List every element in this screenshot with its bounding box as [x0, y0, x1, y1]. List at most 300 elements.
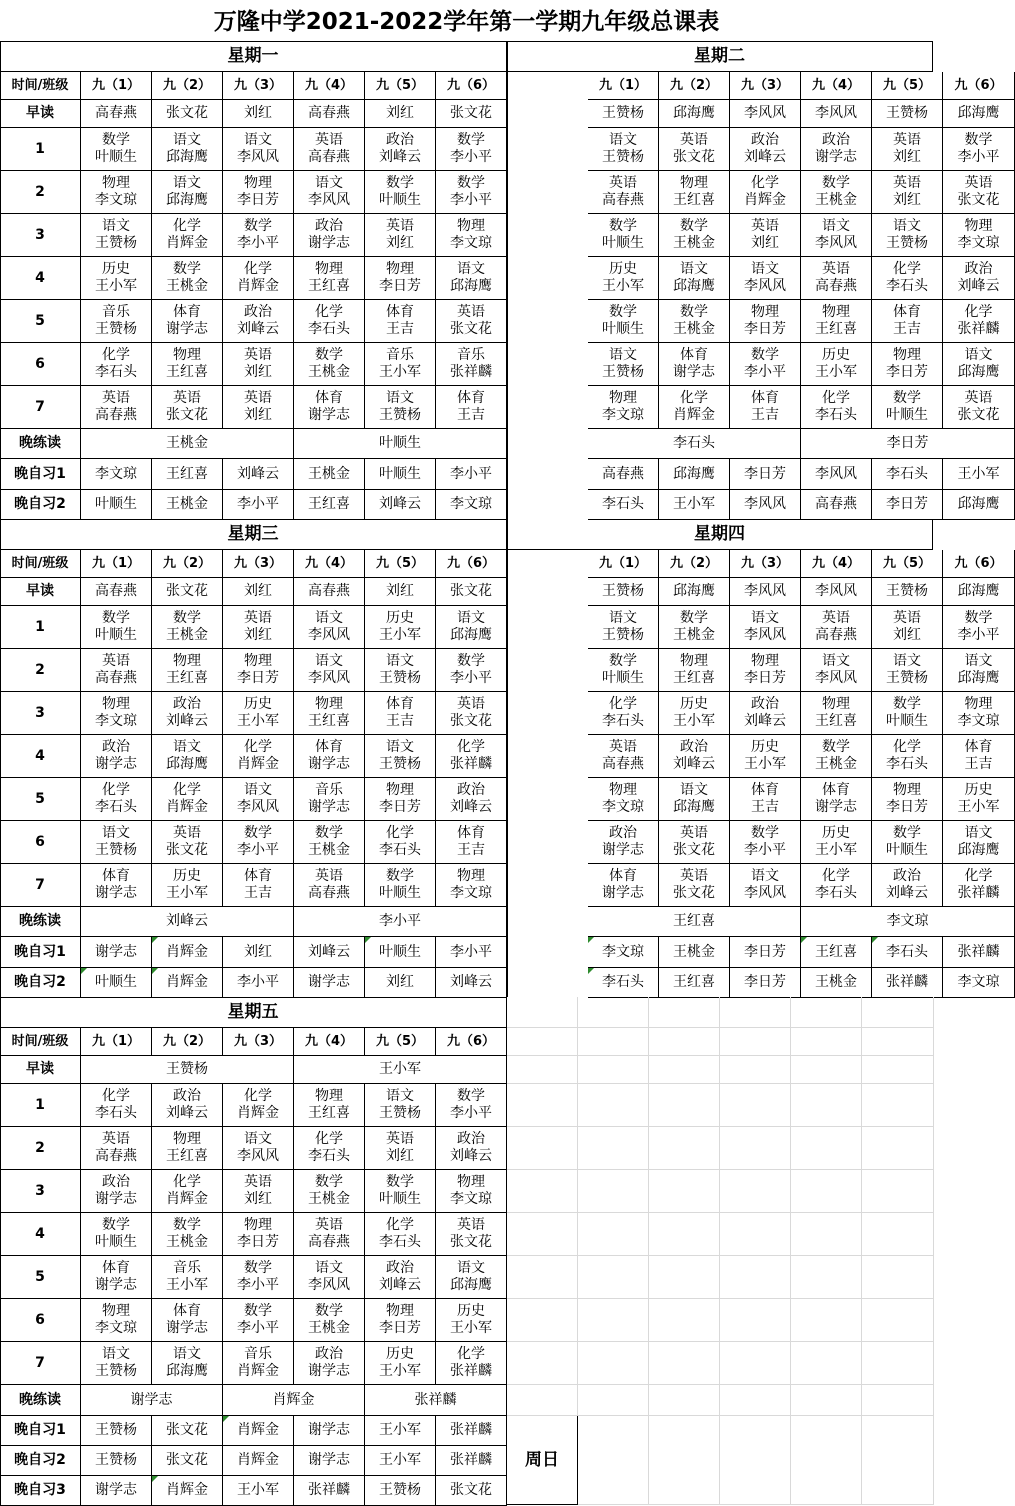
lesson-cell [730, 257, 801, 300]
evening-reading-cell-text: 李石头 [673, 435, 715, 451]
lesson-cell [801, 864, 872, 907]
empty-grid-cell [578, 1056, 649, 1084]
study-cell-text: 李日芳 [744, 943, 786, 960]
lesson-subject: 数学 [102, 610, 130, 626]
lesson-subject: 语文 [893, 218, 921, 234]
study-cell-text: 王赞杨 [95, 1452, 137, 1468]
lesson-teacher: 王桃金 [815, 192, 857, 208]
study-cell [365, 1476, 436, 1506]
study-cell [152, 1446, 223, 1476]
lesson-cell [152, 735, 223, 778]
lesson-cell [81, 300, 152, 343]
study-cell-text: 张祥麟 [308, 1482, 350, 1498]
study-cell [223, 937, 294, 968]
lesson-teacher: 邱海鹰 [450, 1277, 492, 1293]
study-cell [436, 968, 507, 998]
row-label-period [0, 257, 81, 300]
evening-reading-cell [588, 907, 801, 937]
empty-grid-cell [507, 1342, 578, 1385]
class-header [223, 550, 294, 578]
lesson-subject: 语文 [386, 1088, 414, 1104]
lesson-subject: 语文 [680, 261, 708, 277]
lesson-teacher: 王赞杨 [379, 670, 421, 686]
lesson-subject: 语文 [102, 1346, 130, 1362]
lesson-teacher: 王小军 [815, 364, 857, 380]
class-header-text: 九（1） [91, 78, 141, 93]
lesson-subject: 历史 [609, 261, 637, 277]
lesson-teacher: 王吉 [964, 756, 993, 772]
lesson-cell [152, 386, 223, 429]
lesson-cell [943, 343, 1015, 386]
lesson-subject: 语文 [609, 132, 637, 148]
lesson-teacher: 李日芳 [379, 1320, 421, 1336]
lesson-teacher: 王红喜 [815, 713, 857, 729]
lesson-teacher: 谢学志 [602, 885, 644, 901]
lesson-cell [365, 821, 436, 864]
lesson-teacher: 李风风 [237, 149, 279, 165]
lesson-teacher: 李日芳 [744, 321, 786, 337]
lesson-subject: 物理 [609, 782, 637, 798]
lesson-subject: 数学 [386, 1174, 414, 1190]
empty-grid-cell [507, 1385, 578, 1416]
morning-cell [365, 100, 436, 128]
row-label-study1 [0, 1416, 81, 1446]
lesson-cell [659, 735, 730, 778]
lesson-cell [730, 864, 801, 907]
empty-grid-cell [578, 1127, 649, 1170]
lesson-subject: 数学 [244, 1260, 272, 1276]
row-label-period [0, 1127, 81, 1170]
study-cell [436, 1446, 507, 1476]
lesson-subject: 化学 [244, 1088, 272, 1104]
lesson-cell [872, 821, 943, 864]
lesson-teacher: 王赞杨 [379, 407, 421, 423]
empty-grid-cell [862, 1127, 934, 1170]
lesson-subject: 政治 [315, 1346, 343, 1362]
header-label-text: 时间/班级 [11, 78, 69, 93]
morning-cell [588, 578, 659, 606]
study-cell-text: 张祥麟 [886, 974, 928, 990]
study-cell [294, 937, 365, 968]
lesson-teacher: 李石头 [95, 364, 137, 380]
lesson-subject: 语文 [315, 175, 343, 191]
header-label-text: 时间/班级 [11, 1034, 69, 1049]
lesson-teacher: 张祥麟 [450, 364, 492, 380]
class-header [436, 550, 507, 578]
class-header-text: 九（2） [162, 1034, 212, 1049]
lesson-cell [81, 171, 152, 214]
lesson-teacher: 肖辉金 [237, 756, 279, 772]
study-cell [801, 490, 872, 520]
study-cell [943, 968, 1015, 998]
lesson-subject: 化学 [173, 782, 201, 798]
lesson-teacher: 李日芳 [237, 670, 279, 686]
lesson-subject: 数学 [386, 175, 414, 191]
study-cell [365, 490, 436, 520]
lesson-cell [872, 343, 943, 386]
lesson-subject: 语文 [102, 218, 130, 234]
lesson-teacher: 王吉 [751, 799, 779, 815]
lesson-subject: 英语 [680, 825, 708, 841]
lesson-subject: 语文 [964, 825, 993, 841]
lesson-teacher: 谢学志 [95, 885, 137, 901]
class-header [81, 1028, 152, 1056]
lesson-teacher: 邱海鹰 [166, 1363, 208, 1379]
class-header-text: 九（3） [233, 78, 283, 93]
lesson-teacher: 刘红 [244, 1191, 272, 1207]
row-label-period [0, 735, 81, 778]
morning-cell-text: 李风风 [744, 583, 786, 599]
study-cell-text: 王赞杨 [379, 1482, 421, 1498]
lesson-cell [365, 257, 436, 300]
morning-cell [872, 578, 943, 606]
class-header-text: 九（4） [304, 78, 354, 93]
lesson-subject: 政治 [751, 696, 779, 712]
lesson-teacher: 刘红 [386, 1148, 414, 1164]
study-cell [152, 1476, 223, 1506]
morning-cell [801, 100, 872, 128]
lesson-subject: 体育 [751, 782, 779, 798]
lesson-subject: 英语 [244, 390, 272, 406]
study-cell [223, 490, 294, 520]
study-cell [294, 490, 365, 520]
period-number: 2 [35, 1139, 45, 1156]
empty-grid-cell [649, 1084, 720, 1127]
empty-grid-cell [507, 1028, 578, 1056]
class-header [294, 1028, 365, 1056]
lesson-subject: 英语 [244, 610, 272, 626]
study-cell [943, 490, 1015, 520]
empty-grid-cell [791, 1127, 862, 1170]
lesson-cell [81, 1299, 152, 1342]
lesson-subject: 数学 [457, 175, 485, 191]
period-number: 4 [35, 269, 45, 286]
study-cell-text: 王赞杨 [95, 1422, 137, 1438]
lesson-subject: 物理 [102, 175, 130, 191]
study-cell-text: 肖辉金 [237, 1452, 279, 1468]
class-header [659, 550, 730, 578]
study-cell-text: 王红喜 [308, 496, 350, 512]
lesson-cell [223, 343, 294, 386]
lesson-teacher: 叶顺生 [886, 407, 928, 423]
lesson-teacher: 李石头 [308, 1148, 350, 1164]
lesson-teacher: 刘峰云 [957, 278, 1000, 294]
morning-cell [81, 1056, 294, 1084]
lesson-cell [801, 821, 872, 864]
class-header-text: 九（3） [740, 78, 790, 93]
class-header [223, 1028, 294, 1056]
lesson-teacher: 王赞杨 [602, 364, 644, 380]
lesson-teacher: 李日芳 [886, 364, 928, 380]
lesson-subject: 政治 [964, 261, 993, 277]
lesson-teacher: 谢学志 [166, 321, 208, 337]
class-header-text: 九（4） [811, 556, 861, 571]
lesson-subject: 数学 [173, 261, 201, 277]
lesson-subject: 体育 [457, 390, 485, 406]
lesson-teacher: 李文琼 [95, 713, 137, 729]
morning-cell [152, 100, 223, 128]
lesson-teacher: 王赞杨 [95, 1363, 137, 1379]
lesson-cell [152, 649, 223, 692]
lesson-cell [223, 778, 294, 821]
lesson-subject: 体育 [386, 696, 414, 712]
study-cell [659, 459, 730, 490]
lesson-cell [943, 257, 1015, 300]
lesson-cell [152, 1213, 223, 1256]
lesson-cell [152, 257, 223, 300]
lesson-subject: 政治 [457, 1131, 485, 1147]
lesson-subject: 英语 [315, 868, 343, 884]
morning-cell [801, 578, 872, 606]
period-number: 6 [35, 833, 45, 850]
lesson-cell [872, 649, 943, 692]
lesson-cell [801, 343, 872, 386]
study-cell-text: 李小平 [450, 943, 492, 960]
class-header-text: 九（2） [669, 556, 719, 571]
lesson-teacher: 刘红 [893, 192, 921, 208]
lesson-subject: 体育 [173, 1303, 201, 1319]
lesson-cell [365, 1213, 436, 1256]
evening-reading-cell [81, 429, 294, 459]
lesson-teacher: 谢学志 [815, 149, 857, 165]
lesson-subject: 物理 [386, 782, 414, 798]
empty-grid-cell [720, 1342, 791, 1385]
lesson-subject: 历史 [822, 825, 850, 841]
study-cell-text: 刘峰云 [308, 943, 350, 960]
lesson-teacher: 王红喜 [815, 321, 857, 337]
lesson-teacher: 李小平 [450, 192, 492, 208]
lesson-subject: 历史 [386, 610, 414, 626]
class-header-text: 九（6） [446, 1034, 496, 1049]
lesson-cell [81, 257, 152, 300]
lesson-cell [81, 1084, 152, 1127]
study-cell-text: 刘峰云 [379, 496, 421, 512]
morning-cell-text: 张文花 [166, 105, 208, 121]
lesson-teacher: 叶顺生 [379, 885, 421, 901]
lesson-teacher: 王小军 [379, 1363, 421, 1379]
lesson-teacher: 叶顺生 [95, 149, 137, 165]
lesson-cell [365, 735, 436, 778]
lesson-teacher: 张祥麟 [957, 321, 1000, 337]
day-header-3 [507, 520, 933, 550]
row-label-evening-reading-text: 晚练读 [19, 435, 61, 451]
lesson-teacher: 王桃金 [166, 278, 208, 294]
lesson-teacher: 李文琼 [450, 235, 492, 251]
study-cell-text: 王小军 [379, 1452, 421, 1468]
header-label [0, 1028, 81, 1056]
lesson-teacher: 李风风 [744, 278, 786, 294]
lesson-subject: 数学 [893, 696, 921, 712]
lesson-cell [81, 1213, 152, 1256]
lesson-cell [659, 864, 730, 907]
lesson-teacher: 叶顺生 [886, 842, 928, 858]
lesson-subject: 英语 [386, 218, 414, 234]
lesson-subject: 物理 [244, 653, 272, 669]
class-header [152, 550, 223, 578]
lesson-cell [152, 1170, 223, 1213]
lesson-teacher: 王桃金 [815, 756, 857, 772]
lesson-subject: 物理 [173, 347, 201, 363]
lesson-teacher: 李小平 [957, 627, 1000, 643]
evening-reading-cell-text: 李日芳 [886, 435, 929, 451]
lesson-cell [294, 606, 365, 649]
lesson-teacher: 王桃金 [166, 627, 208, 643]
row-label-period [0, 606, 81, 649]
lesson-subject: 数学 [173, 610, 201, 626]
study-cell-text: 李小平 [237, 974, 279, 990]
lesson-cell [659, 300, 730, 343]
lesson-teacher: 王吉 [751, 407, 779, 423]
lesson-cell [223, 257, 294, 300]
lesson-teacher: 李日芳 [237, 1234, 279, 1250]
lesson-cell [872, 214, 943, 257]
study-cell [152, 1416, 223, 1446]
lesson-cell [730, 171, 801, 214]
row-label-study2 [0, 1446, 81, 1476]
lesson-teacher: 李文琼 [957, 235, 1000, 251]
lesson-teacher: 肖辉金 [237, 1363, 279, 1379]
lesson-cell [801, 692, 872, 735]
class-header [588, 550, 659, 578]
row-label-morning [0, 578, 81, 606]
study-cell-text: 邱海鹰 [673, 465, 715, 482]
empty-grid-cell [720, 1170, 791, 1213]
lesson-cell [294, 257, 365, 300]
lesson-teacher: 叶顺生 [95, 627, 137, 643]
lesson-teacher: 王红喜 [166, 364, 208, 380]
lesson-cell [436, 1342, 507, 1385]
class-header-text: 九（6） [446, 78, 496, 93]
study-cell [223, 1476, 294, 1506]
morning-cell-text: 邱海鹰 [673, 583, 715, 599]
lesson-subject: 语文 [751, 261, 779, 277]
lesson-teacher: 张文花 [166, 842, 208, 858]
lesson-teacher: 李风风 [308, 1277, 350, 1293]
class-header-text: 九（3） [233, 556, 283, 571]
lesson-cell [294, 821, 365, 864]
morning-cell [730, 100, 801, 128]
row-label-study1-text: 晚自习1 [14, 943, 66, 960]
empty-grid-cell [649, 1416, 720, 1505]
day-name: 星期二 [694, 46, 745, 66]
lesson-teacher: 王吉 [386, 321, 414, 337]
study-cell [730, 459, 801, 490]
period-number: 6 [35, 1311, 45, 1328]
period-number: 3 [35, 704, 45, 721]
morning-cell-text: 李风风 [744, 105, 786, 121]
evening-reading-cell-text: 李文琼 [886, 913, 929, 929]
lesson-teacher: 高春燕 [308, 885, 350, 901]
lesson-subject: 语文 [244, 1131, 272, 1147]
lesson-teacher: 李小平 [957, 149, 1000, 165]
empty-grid-cell [862, 1084, 934, 1127]
morning-cell [730, 578, 801, 606]
row-label-period [0, 821, 81, 864]
lesson-cell [659, 821, 730, 864]
study-cell [294, 459, 365, 490]
lesson-teacher: 高春燕 [95, 670, 137, 686]
lesson-subject: 英语 [609, 739, 637, 755]
lesson-subject: 英语 [315, 1217, 343, 1233]
period-number: 3 [35, 226, 45, 243]
lesson-cell [152, 214, 223, 257]
lesson-teacher: 王赞杨 [95, 842, 137, 858]
lesson-subject: 物理 [893, 782, 921, 798]
sunday-text: 周日 [525, 1449, 559, 1470]
lesson-cell [365, 692, 436, 735]
study-cell-text: 张文花 [166, 1422, 208, 1438]
study-cell-text: 王桃金 [673, 943, 715, 960]
row-label-evening-reading [0, 429, 81, 459]
study-cell [365, 1416, 436, 1446]
study-cell-text: 高春燕 [602, 465, 644, 482]
row-label-period [0, 1213, 81, 1256]
empty-grid-cell [720, 1256, 791, 1299]
lesson-cell [801, 171, 872, 214]
study-cell [801, 937, 872, 968]
lesson-teacher: 张文花 [673, 842, 715, 858]
lesson-teacher: 邱海鹰 [957, 842, 1000, 858]
lesson-teacher: 邱海鹰 [450, 278, 492, 294]
row-label-morning [0, 1056, 81, 1084]
lesson-subject: 音乐 [315, 782, 343, 798]
lesson-cell [659, 214, 730, 257]
lesson-teacher: 王红喜 [308, 1105, 350, 1121]
lesson-teacher: 叶顺生 [602, 235, 644, 251]
lesson-subject: 语文 [386, 653, 414, 669]
lesson-subject: 数学 [457, 653, 485, 669]
lesson-cell [152, 864, 223, 907]
lesson-teacher: 李文琼 [95, 1320, 137, 1336]
lesson-subject: 语文 [315, 653, 343, 669]
lesson-cell [365, 778, 436, 821]
lesson-teacher: 邱海鹰 [957, 364, 1000, 380]
morning-cell [943, 578, 1015, 606]
lesson-subject: 物理 [386, 1303, 414, 1319]
lesson-cell [223, 1127, 294, 1170]
lesson-cell [730, 128, 801, 171]
lesson-subject: 体育 [457, 825, 485, 841]
lesson-teacher: 王小军 [166, 885, 208, 901]
study-cell-text: 张文花 [166, 1452, 208, 1468]
lesson-cell [294, 778, 365, 821]
lesson-teacher: 肖辉金 [237, 1105, 279, 1121]
lesson-subject: 政治 [609, 825, 637, 841]
lesson-teacher: 李风风 [237, 799, 279, 815]
study-cell [872, 937, 943, 968]
lesson-subject: 语文 [315, 610, 343, 626]
empty-grid-cell [720, 1056, 791, 1084]
lesson-teacher: 肖辉金 [744, 192, 786, 208]
empty-grid-cell [791, 1084, 862, 1127]
lesson-teacher: 叶顺生 [95, 1234, 137, 1250]
study-cell [588, 459, 659, 490]
evening-reading-cell [294, 429, 507, 459]
study-cell [81, 1446, 152, 1476]
lesson-teacher: 张文花 [673, 149, 715, 165]
row-label-period [0, 128, 81, 171]
lesson-teacher: 张文花 [957, 192, 1000, 208]
lesson-cell [943, 692, 1015, 735]
day-header-4 [0, 997, 507, 1028]
class-header [801, 72, 872, 100]
study-cell-text: 李石头 [602, 496, 644, 512]
lesson-cell [436, 300, 507, 343]
study-cell [872, 459, 943, 490]
morning-cell-text: 李风风 [815, 105, 857, 121]
empty-grid-cell [649, 1056, 720, 1084]
lesson-cell [801, 606, 872, 649]
